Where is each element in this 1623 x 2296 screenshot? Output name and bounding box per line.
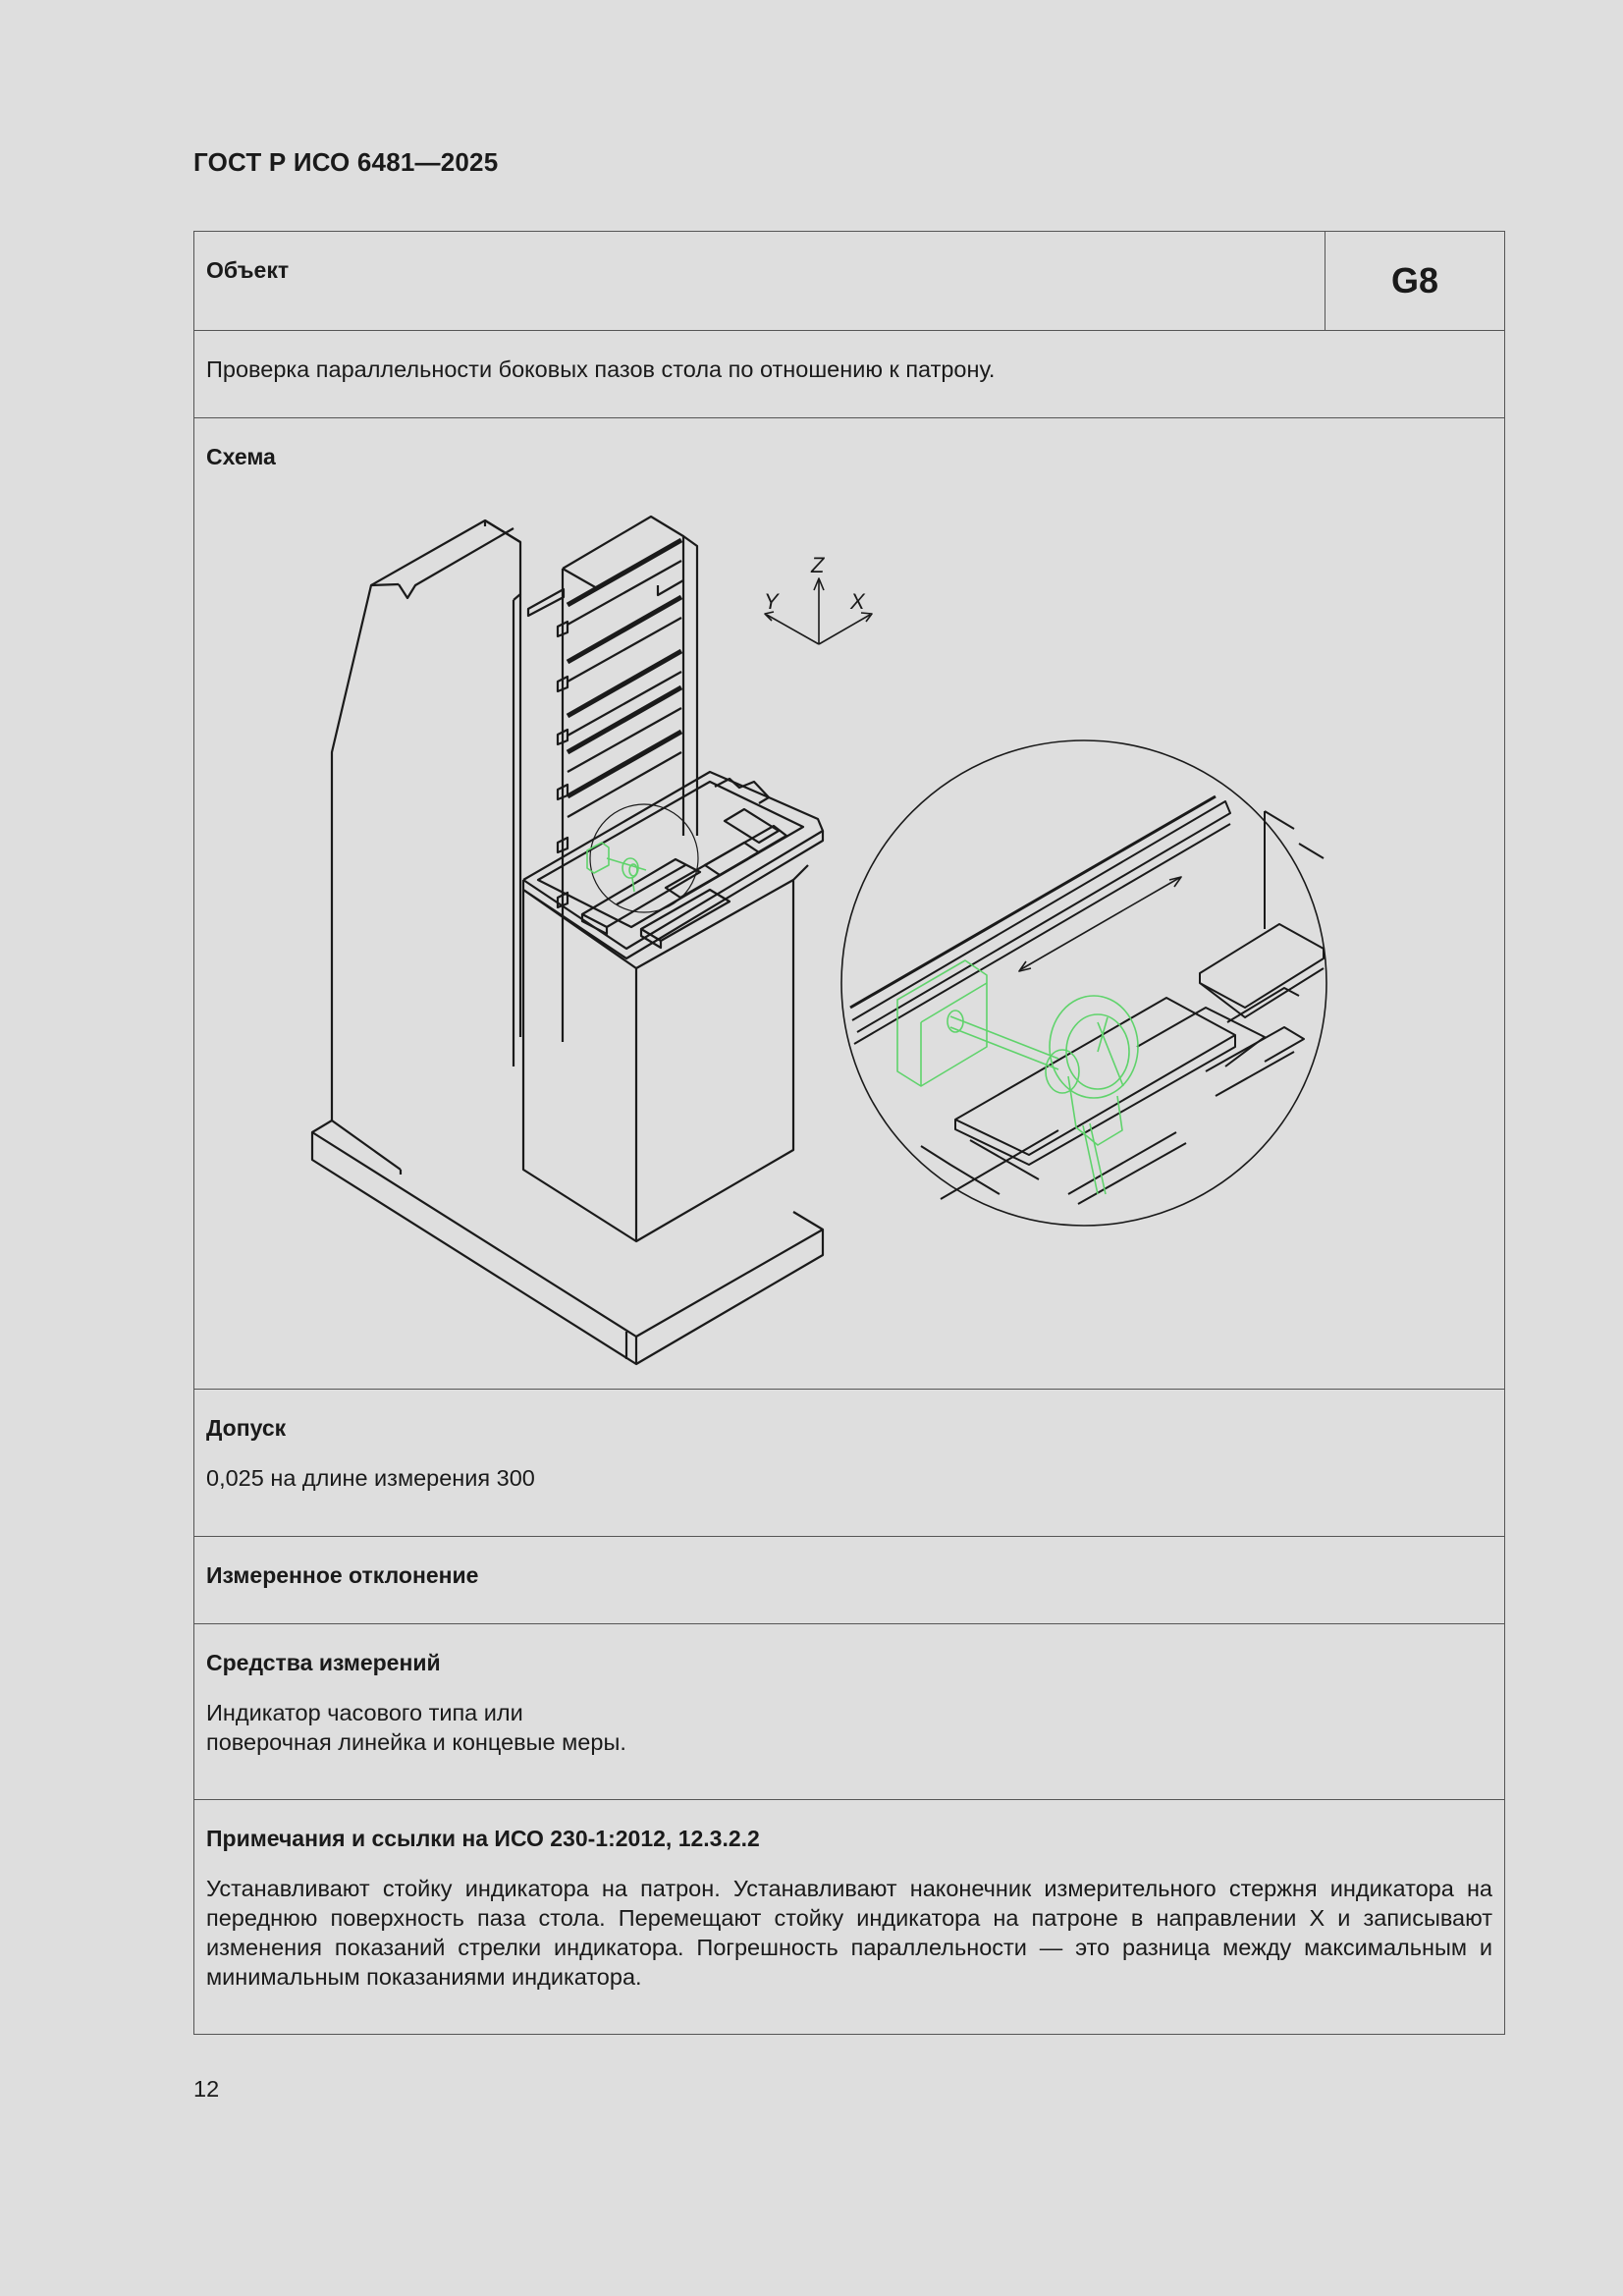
column-top <box>371 520 520 600</box>
measuring-tools-label: Средства измерений <box>206 1650 441 1675</box>
standard-header: ГОСТ Р ИСО 6481—2025 <box>193 147 499 177</box>
movement-arrow <box>1019 877 1181 971</box>
table-slots <box>582 826 786 948</box>
notes-text: Устанавливают стойку индикатора на патрон. Устанавливают наконечник измерительного стержня индикатора на переднюю поверхность паза стола. Перемещают стойку индикатора на патроне в направлении X и записывают изменения показаний стрелки индикатора. Погрешность параллельности — это разница между максимальным и минимальным показаниями индикатора. <box>206 1876 1492 1990</box>
axis-label-x: X <box>850 589 865 614</box>
object-description: Проверка параллельности боковых пазов стола по отношению к патрону. <box>194 331 1504 418</box>
pedestal <box>523 865 808 1241</box>
test-code: G8 <box>1325 232 1504 330</box>
column-body <box>332 584 401 1170</box>
tolerance-label: Допуск <box>206 1415 287 1441</box>
measured-deviation-label: Измеренное отклонение <box>206 1562 479 1588</box>
notes-section <box>194 1800 1504 2034</box>
scheme-label: Схема <box>206 444 276 469</box>
tolerance-section <box>194 1390 1504 1537</box>
axis-label-z: Z <box>811 553 825 577</box>
test-sheet <box>193 231 1505 2035</box>
axis-label-y: Y <box>764 589 779 614</box>
measuring-tools-section <box>194 1624 1504 1800</box>
machine-diagram <box>194 418 1503 1390</box>
measuring-tools-line-1: Индикатор часового типа или <box>206 1700 523 1725</box>
page-number: 12 <box>193 2076 220 2102</box>
base-plate <box>312 1121 823 1364</box>
object-label: Объект <box>206 257 290 283</box>
measured-deviation-section <box>194 1537 1504 1624</box>
object-row <box>194 232 1504 331</box>
measuring-tools-line-2: поверочная линейка и концевые меры. <box>206 1729 626 1755</box>
scheme-section <box>194 418 1504 1390</box>
tolerance-value: 0,025 на длине измерения 300 <box>206 1465 535 1491</box>
notes-label: Примечания и ссылки на ИСО 230-1:2012, 12.3.2.2 <box>206 1826 760 1851</box>
dial-indicator <box>587 843 1138 1194</box>
column-slots <box>558 540 681 907</box>
